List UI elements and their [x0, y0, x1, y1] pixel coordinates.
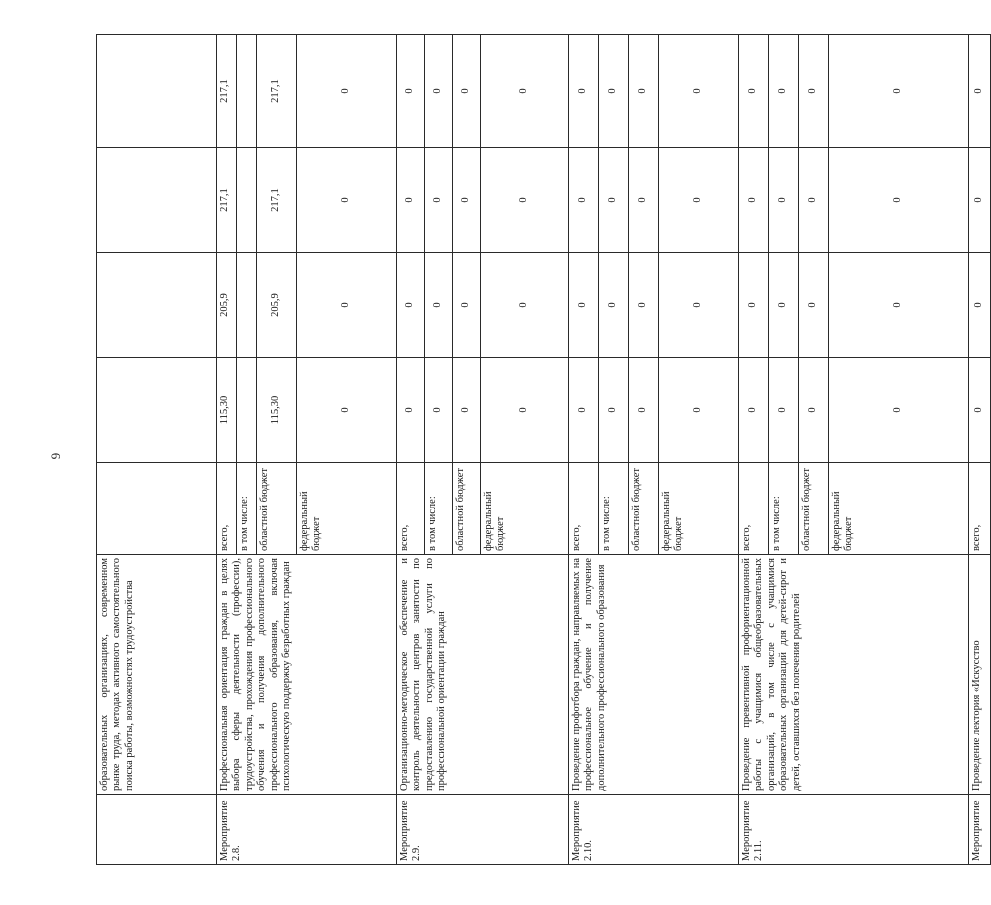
amount-cell: 0 — [453, 35, 481, 148]
amount-cell: 0 — [297, 358, 397, 463]
amount-cell: 0 — [829, 358, 969, 463]
activity-name-cell: Мероприятие 2.8. — [217, 795, 397, 865]
empty-cell — [97, 463, 217, 555]
amount-cell: 0 — [425, 35, 453, 148]
amount-cell: 217,1 — [217, 35, 237, 148]
amount-cell: 0 — [799, 358, 829, 463]
amount-cell: 0 — [481, 358, 569, 463]
amount-cell: 0 — [799, 35, 829, 148]
amount-cell: 0 — [481, 148, 569, 253]
amount-cell: 0 — [739, 253, 769, 358]
amount-cell: 0 — [629, 253, 659, 358]
amount-cell: 205,9 — [217, 253, 237, 358]
table-row — [969, 35, 991, 865]
amount-cell: 0 — [769, 253, 799, 358]
funding-source-cell: в том числе: — [599, 463, 629, 555]
funding-source-cell: всего, — [969, 463, 991, 555]
amount-cell: 0 — [297, 148, 397, 253]
funding-source-cell: областной бюджет — [257, 463, 297, 555]
amount-cell: 0 — [297, 35, 397, 148]
activity-name-cell: Мероприятие — [969, 795, 991, 865]
funding-source-cell: в том числе: — [237, 463, 257, 555]
empty-cell — [97, 253, 217, 358]
empty-cell — [97, 35, 217, 148]
amount-cell: 0 — [829, 35, 969, 148]
activity-name-cell: Мероприятие 2.11. — [739, 795, 969, 865]
funding-source-cell: федеральный бюджет — [829, 463, 969, 555]
activity-name-cell: Мероприятие 2.9. — [397, 795, 569, 865]
amount-cell: 0 — [599, 148, 629, 253]
amount-cell: 0 — [629, 148, 659, 253]
amount-cell: 0 — [969, 148, 991, 253]
amount-cell: 0 — [397, 253, 425, 358]
activity-name-cell: Мероприятие 2.10. — [569, 795, 739, 865]
amount-cell: 0 — [425, 358, 453, 463]
amount-cell: 0 — [629, 358, 659, 463]
table-row — [739, 35, 769, 865]
funding-source-cell: всего, — [739, 463, 769, 555]
amount-cell: 0 — [569, 148, 599, 253]
page-number: 6 — [48, 452, 64, 460]
amount-cell: 0 — [481, 35, 569, 148]
funding-source-cell: областной бюджет — [799, 463, 829, 555]
amount-cell: 0 — [739, 148, 769, 253]
budget-table — [96, 34, 991, 865]
amount-cell: 0 — [599, 358, 629, 463]
activity-description-cell: образовательных организациях, современном рынке труда, методах активного самостоятельного поиска работы, возможностях трудоустройства — [97, 555, 217, 795]
activity-name-cell — [97, 795, 217, 865]
amount-cell: 0 — [569, 358, 599, 463]
amount-cell: 0 — [769, 35, 799, 148]
table-row — [569, 35, 599, 865]
table-row — [397, 35, 425, 865]
amount-cell: 0 — [629, 35, 659, 148]
funding-source-cell: в том числе: — [425, 463, 453, 555]
empty-cell — [97, 148, 217, 253]
activity-description-cell: Проведение лектория «Искусство — [969, 555, 991, 795]
amount-cell: 0 — [659, 358, 739, 463]
amount-cell: 0 — [397, 148, 425, 253]
amount-cell: 0 — [397, 35, 425, 148]
amount-cell: 0 — [969, 35, 991, 148]
amount-cell: 0 — [739, 35, 769, 148]
table-row — [217, 35, 237, 865]
amount-cell: 0 — [659, 253, 739, 358]
activity-description-cell: Организационно-методическое обеспечение и контроль деятельности центров занятости по предоставлению государственной услуги по профессиональной ориентации граждан — [397, 555, 569, 795]
amount-cell: 0 — [829, 148, 969, 253]
amount-cell: 0 — [829, 253, 969, 358]
activity-description-cell: Проведение превентивной профориентационной работы с учащимися общеобразовательных организаций, в том числе с учащимися образовательных организаций для детей-сирот и детей, оставшихся без попечения родителей — [739, 555, 969, 795]
amount-cell: 115,30 — [217, 358, 237, 463]
amount-cell: 0 — [453, 253, 481, 358]
amount-cell: 0 — [739, 358, 769, 463]
amount-cell — [237, 148, 257, 253]
amount-cell: 0 — [397, 358, 425, 463]
amount-cell — [237, 35, 257, 148]
amount-cell: 0 — [659, 35, 739, 148]
amount-cell — [237, 253, 257, 358]
amount-cell: 217,1 — [217, 148, 237, 253]
amount-cell: 205,9 — [257, 253, 297, 358]
rotated-table-page — [96, 35, 985, 865]
funding-source-cell: областной бюджет — [629, 463, 659, 555]
funding-source-cell: федеральный бюджет — [659, 463, 739, 555]
amount-cell: 0 — [769, 148, 799, 253]
funding-source-cell: федеральный бюджет — [481, 463, 569, 555]
amount-cell: 0 — [969, 358, 991, 463]
amount-cell: 0 — [599, 35, 629, 148]
amount-cell: 0 — [569, 253, 599, 358]
amount-cell: 217,1 — [257, 35, 297, 148]
amount-cell: 0 — [425, 253, 453, 358]
amount-cell: 0 — [297, 253, 397, 358]
amount-cell — [237, 358, 257, 463]
amount-cell: 0 — [569, 35, 599, 148]
amount-cell: 0 — [481, 253, 569, 358]
activity-description-cell: Профессиональная ориентация граждан в целях выбора сферы деятельности (профессии), трудоустройства, прохождения профессионального обучения и получения дополнительного профессионального образования, включая психологическую поддержку безработных граждан — [217, 555, 397, 795]
amount-cell: 0 — [453, 148, 481, 253]
funding-source-cell: федеральный бюджет — [297, 463, 397, 555]
funding-source-cell: всего, — [397, 463, 425, 555]
amount-cell: 217,1 — [257, 148, 297, 253]
amount-cell: 115,30 — [257, 358, 297, 463]
funding-source-cell: всего, — [569, 463, 599, 555]
funding-source-cell: областной бюджет — [453, 463, 481, 555]
amount-cell: 0 — [769, 358, 799, 463]
empty-cell — [97, 358, 217, 463]
amount-cell: 0 — [659, 148, 739, 253]
funding-source-cell: в том числе: — [769, 463, 799, 555]
amount-cell: 0 — [799, 253, 829, 358]
funding-source-cell: всего, — [217, 463, 237, 555]
table-row — [97, 35, 217, 865]
amount-cell: 0 — [969, 253, 991, 358]
amount-cell: 0 — [799, 148, 829, 253]
amount-cell: 0 — [425, 148, 453, 253]
amount-cell: 0 — [599, 253, 629, 358]
amount-cell: 0 — [453, 358, 481, 463]
activity-description-cell: Проведение профотбора граждан, направляемых на профессиональное обучение и получение дополнительного профессионального образования — [569, 555, 739, 795]
